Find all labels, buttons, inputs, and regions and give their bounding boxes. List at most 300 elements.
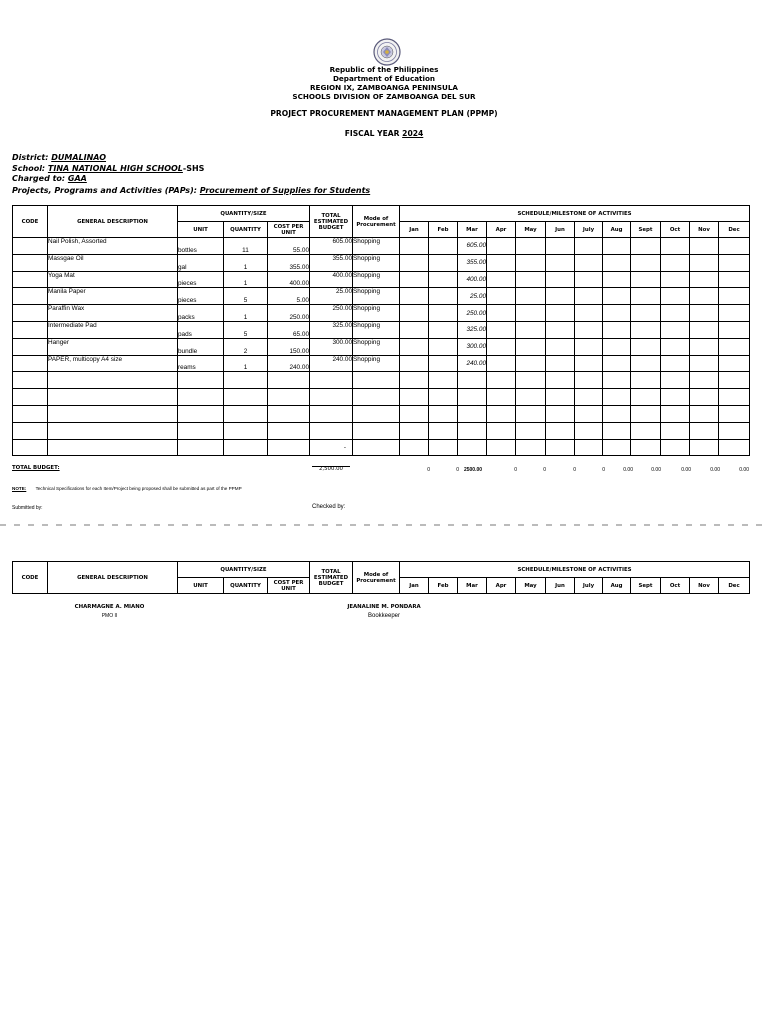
item-description: PAPER, multicopy A4 size	[48, 355, 178, 372]
item-mode: Shopping	[353, 271, 400, 288]
item-schedule-cell	[603, 338, 631, 355]
charged-line	[12, 174, 87, 183]
item-schedule-cell	[719, 288, 750, 305]
item-schedule-cell	[661, 372, 690, 389]
item-schedule-cell	[516, 372, 546, 389]
item-schedule-cell	[575, 372, 603, 389]
item-schedule-cell	[661, 238, 690, 255]
item-quantity	[224, 405, 268, 422]
item-schedule-cell	[429, 439, 458, 456]
col-month-oct: Oct	[661, 222, 690, 238]
item-schedule-cell	[546, 372, 575, 389]
item-description: Hanger	[48, 338, 178, 355]
item-mode	[353, 372, 400, 389]
item-description: Paraffin Wax	[48, 305, 178, 322]
item-schedule-cell	[603, 372, 631, 389]
item-schedule-cell	[546, 321, 575, 338]
item-schedule-cell	[400, 288, 429, 305]
district-line	[12, 153, 106, 162]
item-schedule-cell	[719, 321, 750, 338]
item-schedule-cell	[719, 238, 750, 255]
col-month-jan: Jan	[400, 222, 429, 238]
item-schedule-cell	[400, 238, 429, 255]
item-schedule-cell	[546, 355, 575, 372]
item-cost-per-unit: 250.00	[268, 305, 310, 322]
col-total-budget: TOTAL ESTIMATED BUDGET	[310, 206, 353, 238]
item-schedule-cell	[631, 271, 661, 288]
item-schedule-cell	[546, 389, 575, 406]
item-cost-per-unit: 5.00	[268, 288, 310, 305]
col-month-oct: Oct	[661, 578, 690, 594]
item-quantity	[224, 372, 268, 389]
col-schedule: SCHEDULE/MILESTONE OF ACTIVITIES	[400, 206, 750, 222]
item-schedule-cell	[487, 271, 516, 288]
item-unit: reams	[178, 355, 224, 372]
item-description	[48, 372, 178, 389]
item-schedule-cell	[575, 422, 603, 439]
item-schedule-cell	[631, 372, 661, 389]
item-schedule-cell	[400, 372, 429, 389]
school-value: TINA NATIONAL HIGH SCHOOL	[47, 164, 183, 173]
col-mode: Mode of Procurement	[353, 206, 400, 238]
item-cost-per-unit	[268, 405, 310, 422]
item-unit: pieces	[178, 288, 224, 305]
item-schedule-cell	[690, 439, 719, 456]
item-schedule-cell	[516, 238, 546, 255]
item-schedule-cell	[429, 422, 458, 439]
item-schedule-cell	[458, 389, 487, 406]
table-row	[13, 439, 750, 456]
item-schedule-cell	[603, 405, 631, 422]
item-schedule-cell	[575, 305, 603, 322]
table-row	[13, 338, 750, 355]
district-value: DUMALINAO	[51, 153, 107, 162]
month-total-sept: 0.00	[651, 467, 661, 473]
item-schedule-cell	[575, 254, 603, 271]
item-schedule-mar: 605.00	[458, 238, 487, 255]
table-row	[13, 288, 750, 305]
item-schedule-cell	[400, 355, 429, 372]
item-unit	[178, 389, 224, 406]
item-schedule-cell	[603, 422, 631, 439]
item-quantity: 5	[224, 288, 268, 305]
item-schedule-cell	[719, 305, 750, 322]
item-total-budget: 605.00	[310, 238, 353, 255]
page-cut-divider	[0, 524, 768, 526]
item-unit	[178, 405, 224, 422]
item-schedule-cell	[429, 405, 458, 422]
item-unit: bundle	[178, 338, 224, 355]
item-unit	[178, 439, 224, 456]
item-schedule-cell	[661, 254, 690, 271]
item-schedule-cell	[719, 422, 750, 439]
item-schedule-cell	[719, 405, 750, 422]
item-schedule-mar: 300.00	[458, 338, 487, 355]
district-label: District:	[12, 153, 52, 162]
item-cost-per-unit	[268, 389, 310, 406]
table-row	[13, 305, 750, 322]
item-schedule-cell	[690, 389, 719, 406]
item-schedule-cell	[400, 305, 429, 322]
item-cost-per-unit: 150.00	[268, 338, 310, 355]
total-budget-label: TOTAL BUDGET:	[12, 465, 60, 471]
item-cost-per-unit	[268, 372, 310, 389]
item-schedule-mar: 400.00	[458, 271, 487, 288]
item-schedule-cell	[400, 271, 429, 288]
paps-label: Projects, Programs and Activities (PAPs):	[12, 186, 200, 195]
item-schedule-cell	[546, 439, 575, 456]
item-code	[13, 254, 48, 271]
item-schedule-cell	[546, 405, 575, 422]
header-department: Department of Education	[332, 74, 436, 83]
item-schedule-cell	[575, 355, 603, 372]
item-schedule-cell	[487, 238, 516, 255]
item-schedule-cell	[487, 254, 516, 271]
item-quantity: 11	[224, 238, 268, 255]
item-schedule-cell	[631, 355, 661, 372]
item-schedule-cell	[516, 305, 546, 322]
item-description: Nail Polish, Assorted	[48, 238, 178, 255]
item-schedule-cell	[516, 288, 546, 305]
table-row	[13, 389, 750, 406]
item-schedule-cell	[719, 355, 750, 372]
item-schedule-cell	[690, 372, 719, 389]
school-line	[12, 164, 204, 173]
col-schedule: SCHEDULE/MILESTONE OF ACTIVITIES	[400, 562, 750, 578]
item-schedule-cell	[603, 254, 631, 271]
item-schedule-mar: 240.00	[458, 355, 487, 372]
item-schedule-cell	[719, 254, 750, 271]
item-cost-per-unit	[268, 439, 310, 456]
item-schedule-cell	[661, 288, 690, 305]
item-schedule-cell	[546, 305, 575, 322]
item-schedule-cell	[690, 355, 719, 372]
charged-label: Charged to:	[12, 174, 68, 183]
item-mode: Shopping	[353, 288, 400, 305]
item-schedule-mar: 25.00	[458, 288, 487, 305]
item-schedule-cell	[661, 439, 690, 456]
item-schedule-cell	[603, 439, 631, 456]
col-month-jun: Jun	[546, 578, 575, 594]
item-schedule-cell	[516, 271, 546, 288]
item-schedule-cell	[487, 389, 516, 406]
item-quantity: 5	[224, 321, 268, 338]
item-code	[13, 321, 48, 338]
header-region: REGION IX, ZAMBOANGA PENINSULA	[310, 83, 458, 92]
item-schedule-cell	[690, 305, 719, 322]
item-code	[13, 405, 48, 422]
item-description	[48, 422, 178, 439]
table-row	[13, 254, 750, 271]
col-code: CODE	[13, 206, 48, 238]
item-quantity	[224, 439, 268, 456]
col-month-sept: Sept	[631, 578, 661, 594]
item-mode	[353, 405, 400, 422]
item-schedule-cell	[400, 321, 429, 338]
item-schedule-cell	[458, 405, 487, 422]
item-schedule-cell	[603, 238, 631, 255]
checked-by-label: Checked by:	[312, 504, 346, 510]
item-schedule-cell	[690, 288, 719, 305]
item-schedule-cell	[516, 439, 546, 456]
item-total-budget: 25.00	[310, 288, 353, 305]
item-schedule-cell	[661, 405, 690, 422]
item-unit: bottles	[178, 238, 224, 255]
col-quantity: QUANTITY	[224, 222, 268, 238]
item-schedule-cell	[487, 338, 516, 355]
month-total-july: 0	[602, 467, 605, 473]
item-quantity: 1	[224, 355, 268, 372]
item-schedule-cell	[631, 405, 661, 422]
item-schedule-cell	[719, 389, 750, 406]
item-mode: Shopping	[353, 254, 400, 271]
item-schedule-cell	[603, 355, 631, 372]
fiscal-year-value: 2024	[402, 129, 424, 138]
item-cost-per-unit: 240.00	[268, 355, 310, 372]
item-cost-per-unit: 355.00	[268, 254, 310, 271]
letterhead	[0, 65, 768, 101]
item-schedule-cell	[690, 338, 719, 355]
item-code	[13, 439, 48, 456]
item-description	[48, 389, 178, 406]
item-schedule-cell	[400, 405, 429, 422]
col-month-nov: Nov	[690, 578, 719, 594]
item-cost-per-unit	[268, 422, 310, 439]
item-schedule-cell	[661, 321, 690, 338]
item-schedule-cell	[661, 389, 690, 406]
item-schedule-cell	[546, 288, 575, 305]
col-month-apr: Apr	[487, 222, 516, 238]
item-schedule-cell	[603, 288, 631, 305]
col-month-mar: Mar	[458, 578, 487, 594]
item-mode: Shopping	[353, 238, 400, 255]
item-schedule-cell	[516, 321, 546, 338]
item-schedule-cell	[487, 439, 516, 456]
month-total-feb: 0	[456, 467, 459, 473]
item-code	[13, 238, 48, 255]
item-schedule-cell	[487, 305, 516, 322]
col-month-mar: Mar	[458, 222, 487, 238]
fiscal-year	[0, 129, 768, 138]
item-schedule-cell	[631, 288, 661, 305]
item-schedule-cell	[690, 271, 719, 288]
item-schedule-cell	[429, 254, 458, 271]
item-schedule-cell	[631, 422, 661, 439]
item-description	[48, 405, 178, 422]
charged-value: GAA	[67, 174, 87, 183]
item-schedule-cell	[603, 271, 631, 288]
item-code	[13, 271, 48, 288]
item-code	[13, 355, 48, 372]
item-schedule-cell	[631, 254, 661, 271]
item-schedule-cell	[661, 305, 690, 322]
col-quantity-size: QUANTITY/SIZE	[178, 562, 310, 578]
item-code	[13, 305, 48, 322]
table-row	[13, 422, 750, 439]
item-mode	[353, 389, 400, 406]
col-month-dec: Dec	[719, 578, 750, 594]
item-code	[13, 288, 48, 305]
paps-value: Procurement of Supplies for Students	[199, 186, 371, 195]
item-schedule-cell	[575, 238, 603, 255]
item-total-budget	[310, 372, 353, 389]
item-unit	[178, 372, 224, 389]
item-schedule-cell	[429, 288, 458, 305]
item-schedule-cell	[400, 338, 429, 355]
header-republic: Republic of the Philippines	[329, 65, 439, 74]
col-month-may: May	[516, 578, 546, 594]
ppmp-table-header-repeat	[12, 561, 750, 594]
note-text: Technical Specifications for each Item/Project being proposed shall be submitted as part of the PPMP	[35, 486, 242, 491]
item-schedule-cell	[631, 305, 661, 322]
plan-title: PROJECT PROCUREMENT MANAGEMENT PLAN (PPMP)	[270, 109, 498, 118]
col-month-aug: Aug	[603, 222, 631, 238]
item-schedule-cell	[546, 338, 575, 355]
item-quantity: 1	[224, 305, 268, 322]
item-schedule-cell	[429, 321, 458, 338]
item-schedule-cell	[719, 372, 750, 389]
item-schedule-cell	[516, 405, 546, 422]
month-total-nov: 0.00	[710, 467, 720, 473]
item-schedule-cell	[487, 321, 516, 338]
item-schedule-cell	[661, 271, 690, 288]
item-total-budget	[310, 389, 353, 406]
item-cost-per-unit: 400.00	[268, 271, 310, 288]
table-row	[13, 271, 750, 288]
school-label: School:	[12, 164, 48, 173]
note	[12, 486, 242, 491]
item-description: Intermediate Pad	[48, 321, 178, 338]
item-unit	[178, 422, 224, 439]
item-schedule-cell	[575, 288, 603, 305]
item-schedule-cell	[429, 305, 458, 322]
item-schedule-cell	[575, 389, 603, 406]
col-month-apr: Apr	[487, 578, 516, 594]
col-general-description: GENERAL DESCRIPTION	[48, 562, 178, 594]
col-month-sept: Sept	[631, 222, 661, 238]
item-schedule-cell	[516, 389, 546, 406]
item-mode	[353, 422, 400, 439]
item-schedule-cell	[487, 422, 516, 439]
item-mode: Shopping	[353, 305, 400, 322]
item-schedule-cell	[429, 389, 458, 406]
col-cost-per-unit: COST PER UNIT	[268, 578, 310, 594]
item-description: Yoga Mat	[48, 271, 178, 288]
item-schedule-cell	[429, 271, 458, 288]
item-cost-per-unit: 65.00	[268, 321, 310, 338]
item-schedule-cell	[575, 271, 603, 288]
checker-name: JEANALINE M. PONDARA	[347, 604, 421, 610]
item-mode: Shopping	[353, 321, 400, 338]
item-schedule-cell	[546, 422, 575, 439]
item-schedule-cell	[661, 355, 690, 372]
item-total-budget: 240.00	[310, 355, 353, 372]
item-unit: pads	[178, 321, 224, 338]
table-row	[13, 405, 750, 422]
item-quantity: 2	[224, 338, 268, 355]
item-schedule-cell	[400, 254, 429, 271]
item-schedule-cell	[690, 405, 719, 422]
item-total-budget	[310, 422, 353, 439]
item-schedule-cell	[516, 338, 546, 355]
item-schedule-cell	[631, 321, 661, 338]
item-code	[13, 338, 48, 355]
month-total-oct: 0.00	[681, 467, 691, 473]
item-schedule-cell	[546, 254, 575, 271]
table-row	[13, 372, 750, 389]
item-schedule-cell	[487, 372, 516, 389]
item-mode: Shopping	[353, 338, 400, 355]
item-schedule-cell	[575, 338, 603, 355]
item-quantity: 1	[224, 271, 268, 288]
col-month-dec: Dec	[719, 222, 750, 238]
submitter-name: CHARMAGNE A. MIANO	[74, 604, 145, 610]
col-month-jun: Jun	[546, 222, 575, 238]
item-quantity: 1	[224, 254, 268, 271]
item-schedule-cell	[575, 321, 603, 338]
item-schedule-mar: 325.00	[458, 321, 487, 338]
table-row	[13, 238, 750, 255]
month-total-may: 0	[543, 467, 546, 473]
item-schedule-cell	[487, 355, 516, 372]
item-quantity	[224, 389, 268, 406]
item-schedule-cell	[631, 439, 661, 456]
item-schedule-cell	[546, 271, 575, 288]
note-label: NOTE:	[12, 486, 27, 491]
item-schedule-cell	[400, 422, 429, 439]
col-month-july: July	[575, 578, 603, 594]
paps-line	[12, 186, 370, 195]
item-quantity	[224, 422, 268, 439]
month-total-mar: 2500.00	[463, 467, 483, 473]
item-schedule-cell	[458, 422, 487, 439]
item-schedule-cell	[690, 422, 719, 439]
item-schedule-cell	[603, 389, 631, 406]
item-schedule-cell	[719, 271, 750, 288]
item-description: Massgae Oil	[48, 254, 178, 271]
month-total-jan: 0	[427, 467, 430, 473]
item-schedule-cell	[603, 305, 631, 322]
submitted-by-label: Submitted by:	[12, 505, 43, 511]
item-schedule-cell	[719, 439, 750, 456]
item-schedule-mar: 355.00	[458, 254, 487, 271]
item-schedule-cell	[546, 238, 575, 255]
submitter-title: PMO II	[101, 613, 118, 619]
item-description	[48, 439, 178, 456]
table-row	[13, 355, 750, 372]
item-schedule-mar: 250.00	[458, 305, 487, 322]
item-schedule-cell	[516, 422, 546, 439]
item-schedule-cell	[661, 338, 690, 355]
item-schedule-cell	[458, 372, 487, 389]
total-budget-value: 2,500.00	[318, 466, 343, 472]
item-unit: pieces	[178, 271, 224, 288]
item-schedule-cell	[458, 439, 487, 456]
item-code	[13, 372, 48, 389]
col-code: CODE	[13, 562, 48, 594]
month-total-apr: 0	[514, 467, 517, 473]
checker-title: Bookkeeper	[367, 613, 401, 619]
col-general-description: GENERAL DESCRIPTION	[48, 206, 178, 238]
item-schedule-cell	[575, 439, 603, 456]
item-schedule-cell	[631, 338, 661, 355]
month-total-aug: 0.00	[623, 467, 633, 473]
item-total-budget: 250.00	[310, 305, 353, 322]
item-schedule-cell	[429, 338, 458, 355]
col-cost-per-unit: COST PER UNIT	[268, 222, 310, 238]
item-schedule-cell	[575, 405, 603, 422]
school-suffix: -SHS	[182, 164, 205, 173]
